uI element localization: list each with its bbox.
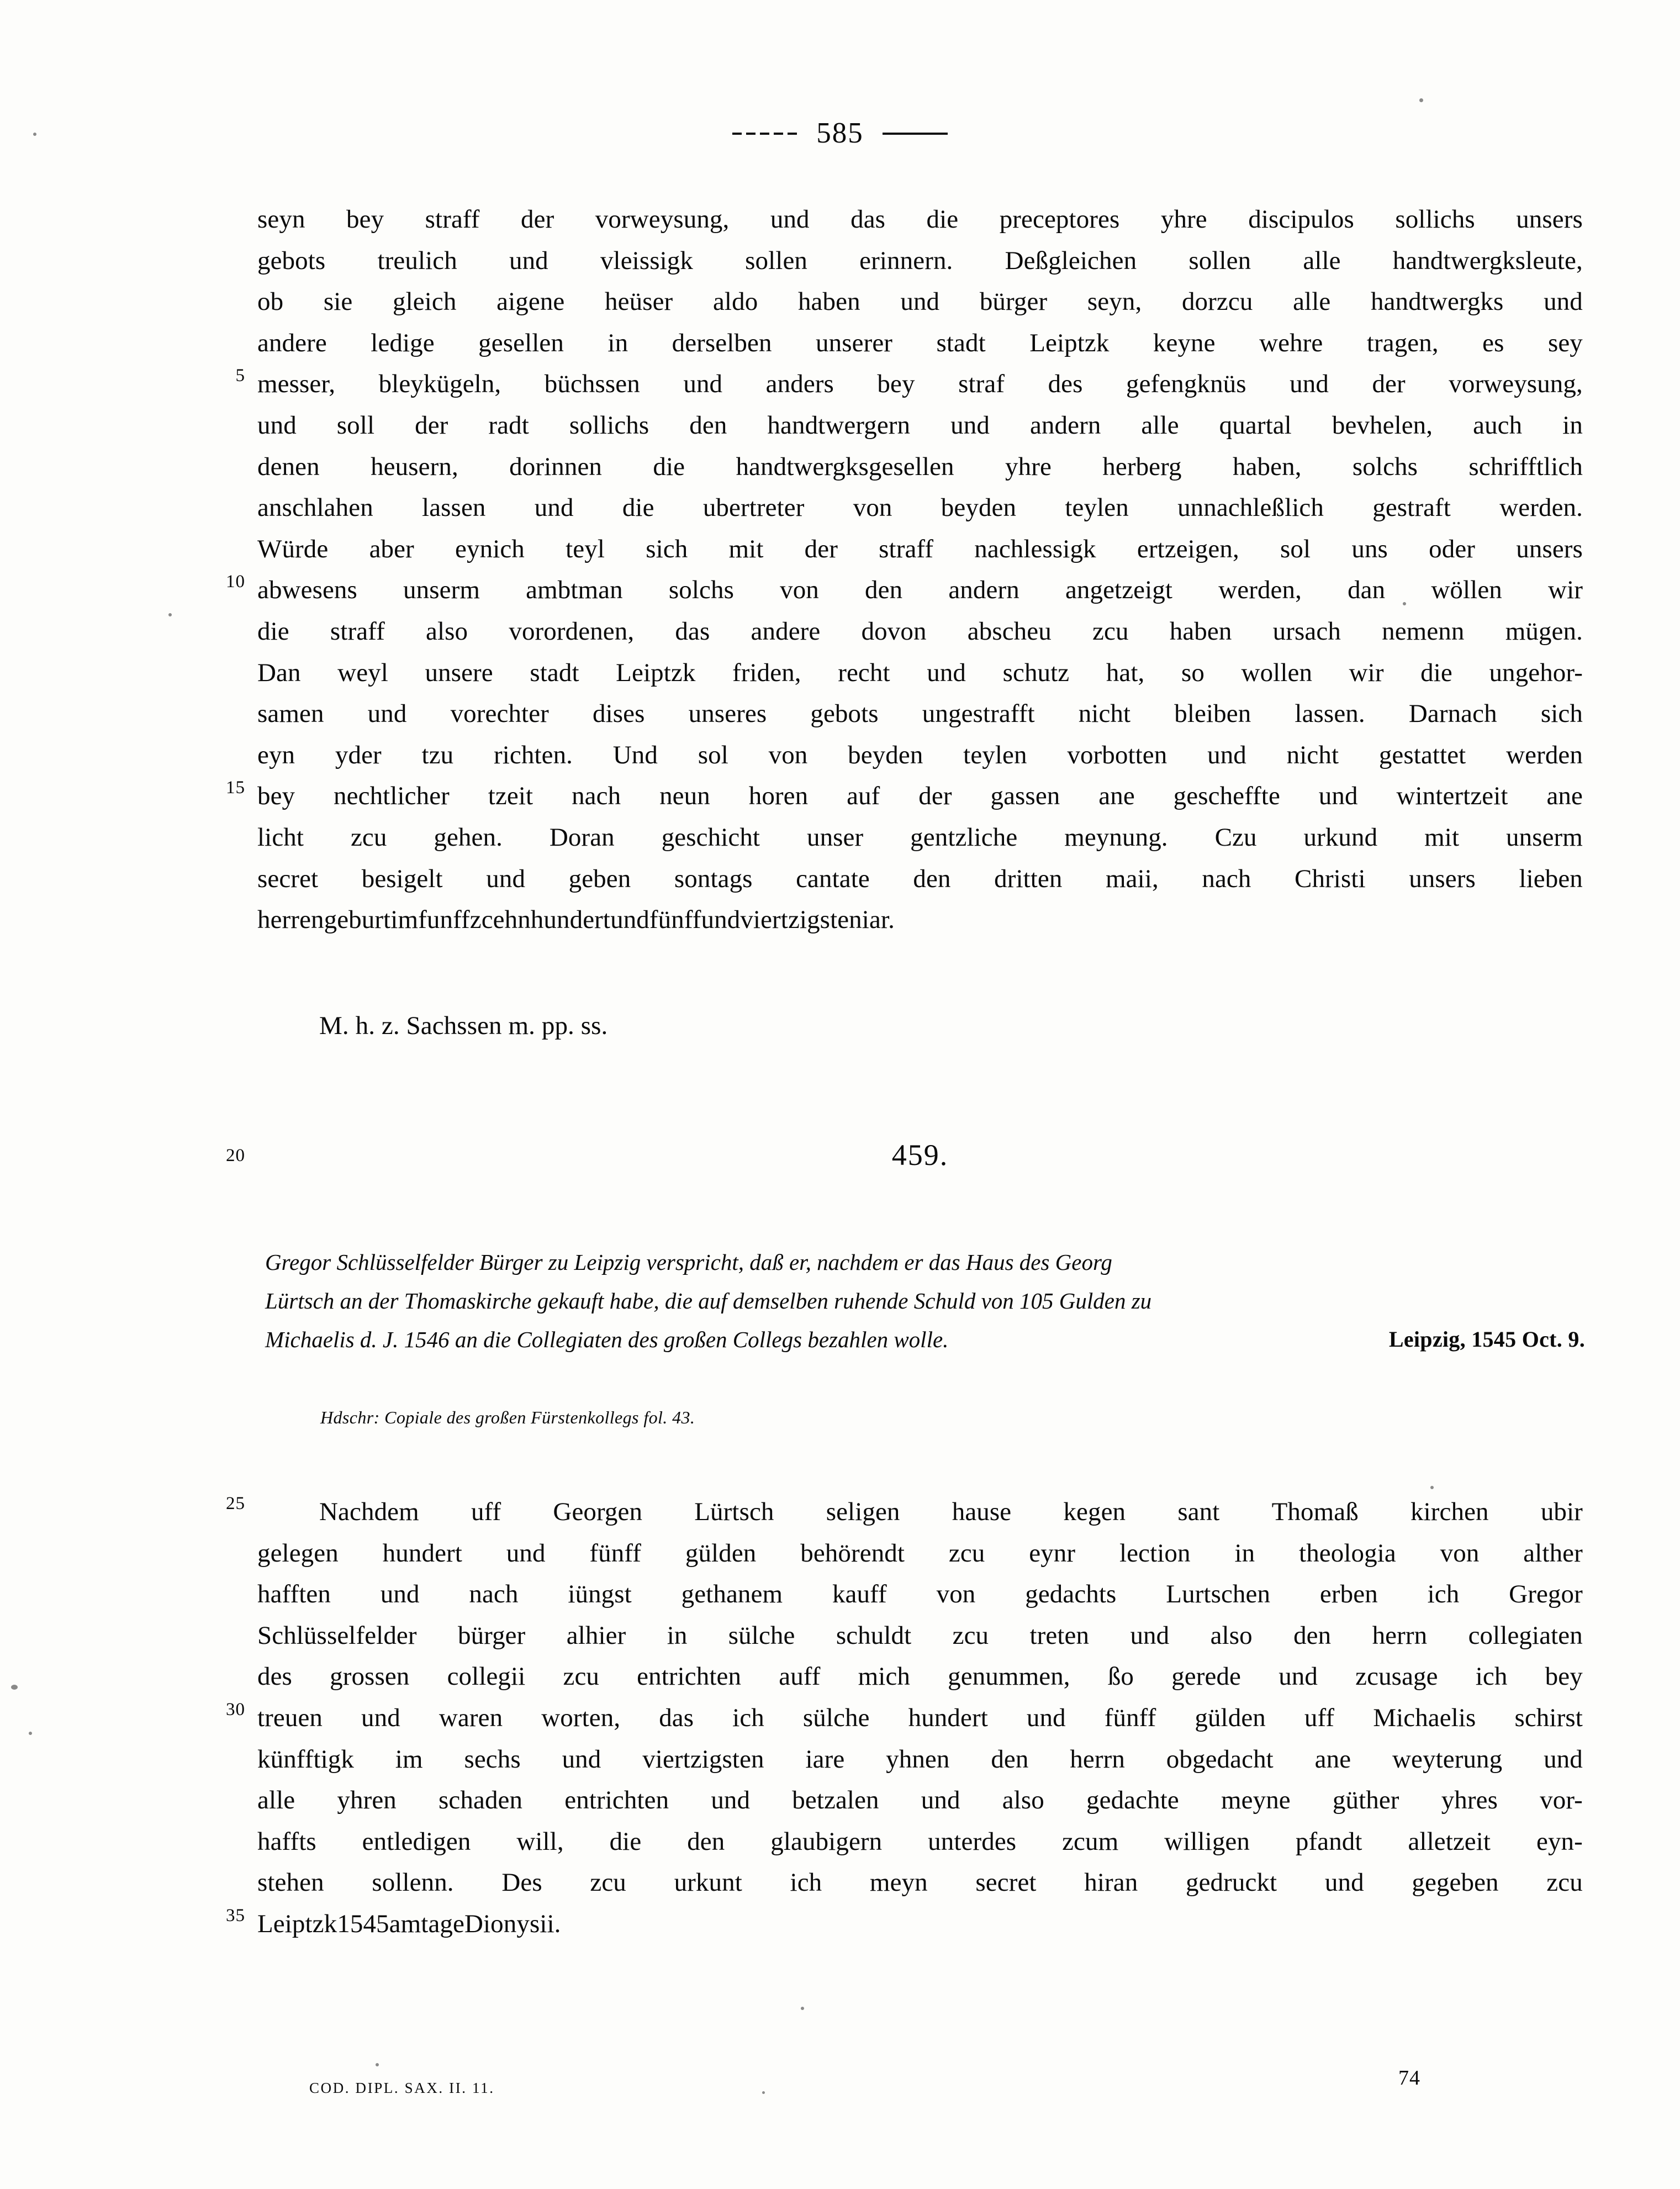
text-line <box>257 735 1583 776</box>
text-line <box>257 611 1583 652</box>
line-text: künfftigk im sechs und viertzigsten iare yhnen den herrn obgedacht ane weyterung und <box>257 1744 1583 1774</box>
charter-1-signature: M. h. z. Sachssen m. pp. ss. <box>319 1011 608 1040</box>
footer-running-title: COD. DIPL. SAX. II. 11. <box>309 2080 495 2096</box>
line-text: Schlüsselfelder bürger alhier in sülche schuldt zcu treten und also den herrn collegiaten <box>257 1621 1583 1650</box>
regest-line-2: Lürtsch an der Thomaskirche gekauft habe, die auf demselben ruhende Schuld von 105 Gulden zu <box>265 1288 1152 1314</box>
text-line <box>257 817 1583 858</box>
line-number: 35 <box>226 1905 245 1926</box>
line-text: abwesens unserm ambtman solchs von den andern angetzeigt werden, dan wöllen wir <box>257 576 1583 605</box>
line-text: eyn yder tzu richten. Und sol von beyden teylen vorbotten und nicht gestattet werden <box>257 740 1583 769</box>
line-text: hafften und nach iüngst gethanem kauff von gedachts Lurtschen erben ich Gregor <box>257 1580 1583 1609</box>
text-line <box>257 1656 1583 1697</box>
line-number: 15 <box>226 778 245 798</box>
line-text: gebots treulich und vleissigk sollen erinnern. Deßgleichen sollen alle handtwergksleute, <box>257 246 1583 275</box>
charter-1-signature-wrap <box>257 1005 1583 1047</box>
regest-dateline: Leipzig, 1545 Oct. 9. <box>1388 1327 1585 1352</box>
line-text: Nachdem uff Georgen Lürtsch seligen hause kegen sant Thomaß kirchen ubir <box>319 1497 1583 1526</box>
text-line <box>257 652 1583 694</box>
text-line <box>257 240 1583 282</box>
footer-signature-number: 74 <box>1398 2066 1420 2090</box>
regest-line <box>265 1320 1585 1359</box>
regest-line <box>265 1243 1585 1281</box>
text-line <box>257 323 1583 364</box>
regest-line-1: Gregor Schlüsselfelder Bürger zu Leipzig verspricht, daß er, nachdem er das Haus des Georg <box>265 1249 1112 1275</box>
scan-speck <box>1403 602 1406 605</box>
line-number: 10 <box>226 572 245 592</box>
line-text: alle yhren schaden entrichten und betzalen und also gedachte meyne güther yhres vor- <box>257 1786 1583 1815</box>
line-text: licht zcu gehen. Doran geschicht unser gentzliche meynung. Czu urkund mit unserm <box>257 822 1583 852</box>
source-note: Hdschr: Copiale des großen Fürstenkollegs fol. 43. <box>320 1407 695 1427</box>
line-number: 30 <box>226 1699 245 1719</box>
line-number: 5 <box>235 366 245 386</box>
text-line <box>226 1697 1583 1739</box>
regest-summary <box>265 1243 1585 1359</box>
line-text: des grossen collegii zcu entrichten auff mich genummen, ßo gerede und zcusage ich bey <box>257 1662 1583 1691</box>
line-text: haffts entledigen will, die den glaubigern unterdes zcum willigen pfandt alletzeit eyn- <box>257 1827 1583 1856</box>
header-rule-left <box>732 133 797 135</box>
text-line <box>257 1615 1583 1657</box>
text-line <box>257 529 1583 570</box>
line-number: 20 <box>226 1146 245 1165</box>
text-line <box>235 363 1583 405</box>
regest-line-3: Michaelis d. J. 1546 an die Collegiaten des großen Collegs bezahlen wolle. <box>265 1327 949 1352</box>
charter-2-body <box>226 1491 1583 1945</box>
line-text: bey nechtlicher tzeit nach neun horen auf der gassen ane gescheffte und wintertzeit ane <box>257 782 1583 811</box>
header-rule-right <box>883 133 948 135</box>
line-text: und soll der radt sollichs den handtwergern und andern alle quartal bevhelen, auch in <box>257 410 1583 440</box>
line-text: andere ledige gesellen in derselben unserer stadt Leiptzk keyne wehre tragen, es sey <box>257 328 1583 357</box>
text-line <box>257 281 1583 323</box>
line-text: Leiptzk 1545 am tage Dionysii. <box>257 1909 561 1938</box>
line-text: anschlahen lassen und die ubertreter von beyden teylen unnachleßlich gestraft werden. <box>257 493 1583 523</box>
line-text: herren geburt im funffzcehnhundert und fünff und viertzigsten iar. <box>257 905 895 935</box>
line-text: Dan weyl unsere stadt Leiptzk friden, recht und schutz hat, so wollen wir die ungehor- <box>257 658 1583 687</box>
text-line <box>257 405 1583 446</box>
regest-line <box>265 1281 1585 1320</box>
text-line <box>257 487 1583 529</box>
scan-speck <box>1430 1486 1434 1489</box>
line-text: secret besigelt und geben sontags cantate den dritten maii, nach Christi unsers lieben <box>257 864 1583 893</box>
text-line <box>226 569 1583 611</box>
page-folio-number: 585 <box>816 117 864 149</box>
text-line <box>257 899 1583 941</box>
text-line <box>226 1903 1583 1945</box>
text-line <box>257 1574 1583 1615</box>
scan-speck <box>33 133 36 136</box>
scan-speck <box>801 2007 804 2010</box>
text-line <box>226 776 1583 817</box>
text-line <box>226 1491 1583 1533</box>
line-text: die straff also vorordenen, das andere dovon abscheu zcu haben ursach nemenn mügen. <box>257 616 1583 646</box>
charter-1-body <box>226 199 1583 941</box>
scan-speck <box>1419 98 1423 102</box>
line-number: 25 <box>226 1494 245 1513</box>
line-text: messer, bleykügeln, büchssen und anders bey straf des gefengknüs und der vorweysung, <box>257 370 1583 399</box>
line-text: stehen sollenn. Des zcu urkunt ich meyn secret hiran gedruckt und gegeben zcu <box>257 1868 1583 1897</box>
text-line <box>257 858 1583 900</box>
text-line <box>257 1780 1583 1821</box>
section-number: 459. <box>891 1138 949 1172</box>
text-line <box>257 1533 1583 1574</box>
line-text: treuen und waren worten, das ich sülche hundert und fünff gülden uff Michaelis schirst <box>257 1703 1583 1732</box>
scan-speck <box>376 2063 379 2066</box>
text-line <box>257 1862 1583 1903</box>
scan-speck <box>168 613 172 616</box>
line-text: samen und vorechter dises unseres gebots ungestrafft nicht bleiben lassen. Darnach sich <box>257 699 1583 729</box>
line-text: ob sie gleich aigene heüser aldo haben und bürger seyn, dorzcu alle handtwergks und <box>257 287 1583 317</box>
scan-speck <box>11 1685 18 1690</box>
text-line <box>257 1821 1583 1863</box>
scan-speck <box>762 2091 765 2094</box>
scan-speck <box>29 1732 32 1735</box>
text-line <box>257 199 1583 240</box>
line-text: denen heusern, dorinnen die handtwergksgesellen yhre herberg haben, solchs schrifftlich <box>257 452 1583 481</box>
page-header <box>0 119 1680 148</box>
section-heading <box>226 1138 1583 1172</box>
line-text: Würde aber eynich teyl sich mit der straff nachlessigk ertzeigen, sol uns oder unsers <box>257 534 1583 563</box>
line-text: gelegen hundert und fünff gülden behörendt zcu eynr lection in theologia von alther <box>257 1538 1583 1568</box>
text-line <box>257 1739 1583 1780</box>
text-line <box>257 446 1583 488</box>
text-line <box>257 693 1583 735</box>
line-text: seyn bey straff der vorweysung, und das die preceptores yhre discipulos sollichs unsers <box>257 205 1583 234</box>
